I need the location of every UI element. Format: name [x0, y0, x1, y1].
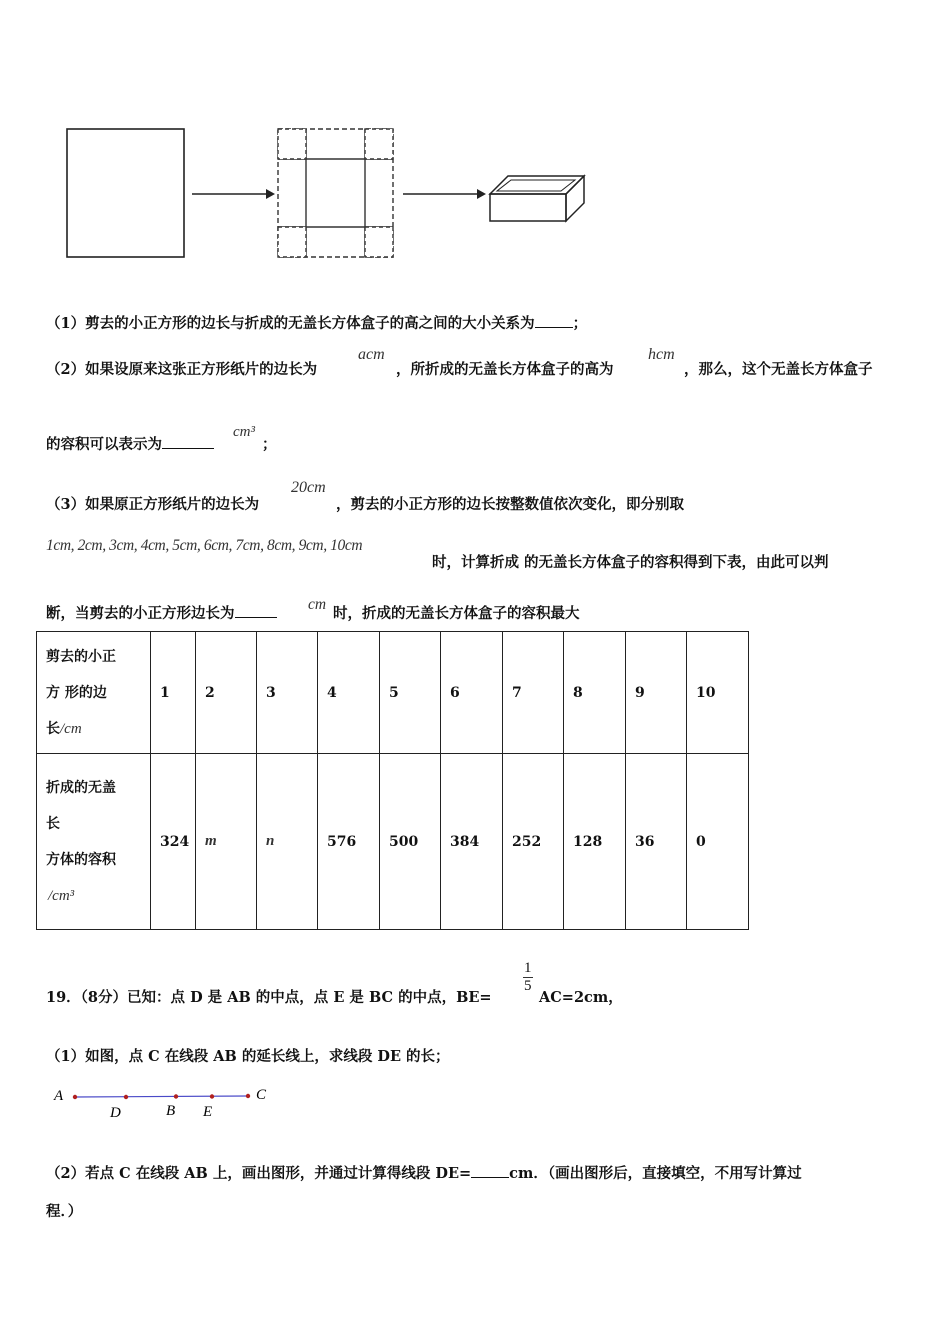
label-e: E — [203, 1104, 213, 1120]
table-cell: 500 — [380, 754, 441, 930]
table-cell: 6 — [441, 632, 503, 754]
table-cell: n — [257, 754, 318, 930]
point-e — [210, 1094, 214, 1098]
table-cell: 10 — [687, 632, 749, 754]
table-cell: 3 — [257, 632, 318, 754]
header-line: /cm³ — [48, 887, 75, 904]
q19-stem-tail: AC=2cm， — [539, 989, 623, 1006]
label-b: B — [166, 1103, 176, 1119]
table-header-volume — [37, 754, 151, 930]
table-cell: m — [196, 754, 257, 930]
arrow-2 — [403, 189, 486, 199]
header-line: 方体的容积 — [46, 851, 116, 868]
answer-blank-2[interactable] — [162, 434, 214, 449]
cut-square-diagram — [278, 129, 393, 257]
answer-blank-1[interactable] — [535, 313, 573, 328]
q18-part2-mid: ，所折成的无盖长方体盒子的高为 — [396, 361, 614, 378]
open-box — [490, 176, 584, 221]
q18-part3-line3: 断，当剪去的小正方形边长为 — [46, 602, 277, 623]
q18-part3-line1-tail: ，剪去的小正方形的边长按整数值依次变化，即分别取 — [336, 496, 684, 513]
table-cell: 128 — [564, 754, 626, 930]
table-row-side-length — [37, 632, 749, 754]
q19-part2: （2）若点 C 在线段 AB 上，画出图形，并通过计算得线段 DE= cm．（画出图形后，直接填空，不用写计算过 — [46, 1165, 802, 1182]
table-cell: 7 — [503, 632, 564, 754]
side-length-list: 1cm, 2cm, 3cm, 4cm, 5cm, 6cm, 7cm, 8cm, 9cm, 10cm — [46, 537, 363, 554]
segment-line — [75, 1096, 248, 1097]
q19-part2-tail: 程．） — [46, 1203, 83, 1220]
table-cell: 576 — [318, 754, 380, 930]
point-b — [174, 1094, 178, 1098]
q19-part1: （1）如图，点 C 在线段 AB 的延长线上，求线段 DE 的长； — [46, 1048, 450, 1065]
unit-cm3: cm³ — [233, 424, 255, 440]
table-cell: 9 — [626, 632, 687, 754]
arrow-1 — [192, 189, 275, 199]
point-d — [124, 1095, 128, 1099]
fraction-denominator: 5 — [524, 978, 532, 994]
table-cell: 8 — [564, 632, 626, 754]
q18-part3-line3-tail: 时，折成的无盖长方体盒子的容积最大 — [333, 605, 580, 622]
table-cell: 252 — [503, 754, 564, 930]
unit-cm: cm — [308, 596, 327, 613]
table-cell: 2 — [196, 632, 257, 754]
header-line: 折成的无盖 — [46, 779, 116, 796]
table-cell: 5 — [380, 632, 441, 754]
header-line: 长/cm — [46, 720, 82, 737]
table-row-volume — [37, 754, 749, 930]
table-header-side — [37, 632, 151, 754]
var-20cm: 20cm — [291, 479, 326, 496]
q18-part1: （1）剪去的小正方形的边长与折成的无盖长方体盒子的高之间的大小关系为 ； — [46, 315, 588, 332]
semicolon: ； — [262, 436, 277, 453]
point-c — [246, 1094, 250, 1098]
segment-figure — [40, 1078, 300, 1124]
label-c: C — [256, 1087, 267, 1103]
var-acm: acm — [358, 346, 385, 363]
q18-part3-line2-tail: 时，计算折成 的无盖长方体盒子的容积得到下表，由此可以判 — [432, 554, 829, 571]
q19-stem: 19．（8分）已知：点 D 是 AB 的中点，点 E 是 BC 的中点，BE= — [46, 989, 492, 1006]
header-line: 剪去的小正 — [46, 648, 116, 665]
var-hcm: hcm — [648, 346, 675, 363]
answer-blank-de[interactable] — [471, 1163, 509, 1178]
label-a: A — [54, 1088, 64, 1104]
fraction-numerator: 1 — [524, 960, 532, 976]
fraction-one-fifth — [523, 960, 533, 995]
q18-part3-line1: （3）如果原正方形纸片的边长为 — [46, 496, 260, 513]
original-square — [67, 129, 184, 257]
table-cell: 36 — [626, 754, 687, 930]
header-line: 长 — [46, 815, 60, 832]
header-line: 方 形的边 — [46, 684, 107, 701]
table-cell: 324 — [151, 754, 196, 930]
q18-part2-tail: ，那么，这个无盖长方体盒子 — [684, 361, 873, 378]
answer-blank-3[interactable] — [235, 603, 277, 618]
point-a — [73, 1095, 77, 1099]
volume-table — [36, 631, 749, 930]
table-cell: 4 — [318, 632, 380, 754]
label-d: D — [110, 1105, 121, 1121]
table-cell: 1 — [151, 632, 196, 754]
box-folding-figure — [0, 0, 950, 280]
q18-part2-line1: （2）如果设原来这张正方形纸片的边长为 — [46, 361, 318, 378]
table-cell: 384 — [441, 754, 503, 930]
table-cell: 0 — [687, 754, 749, 930]
q18-part2-line2: 的容积可以表示为 — [46, 433, 214, 454]
